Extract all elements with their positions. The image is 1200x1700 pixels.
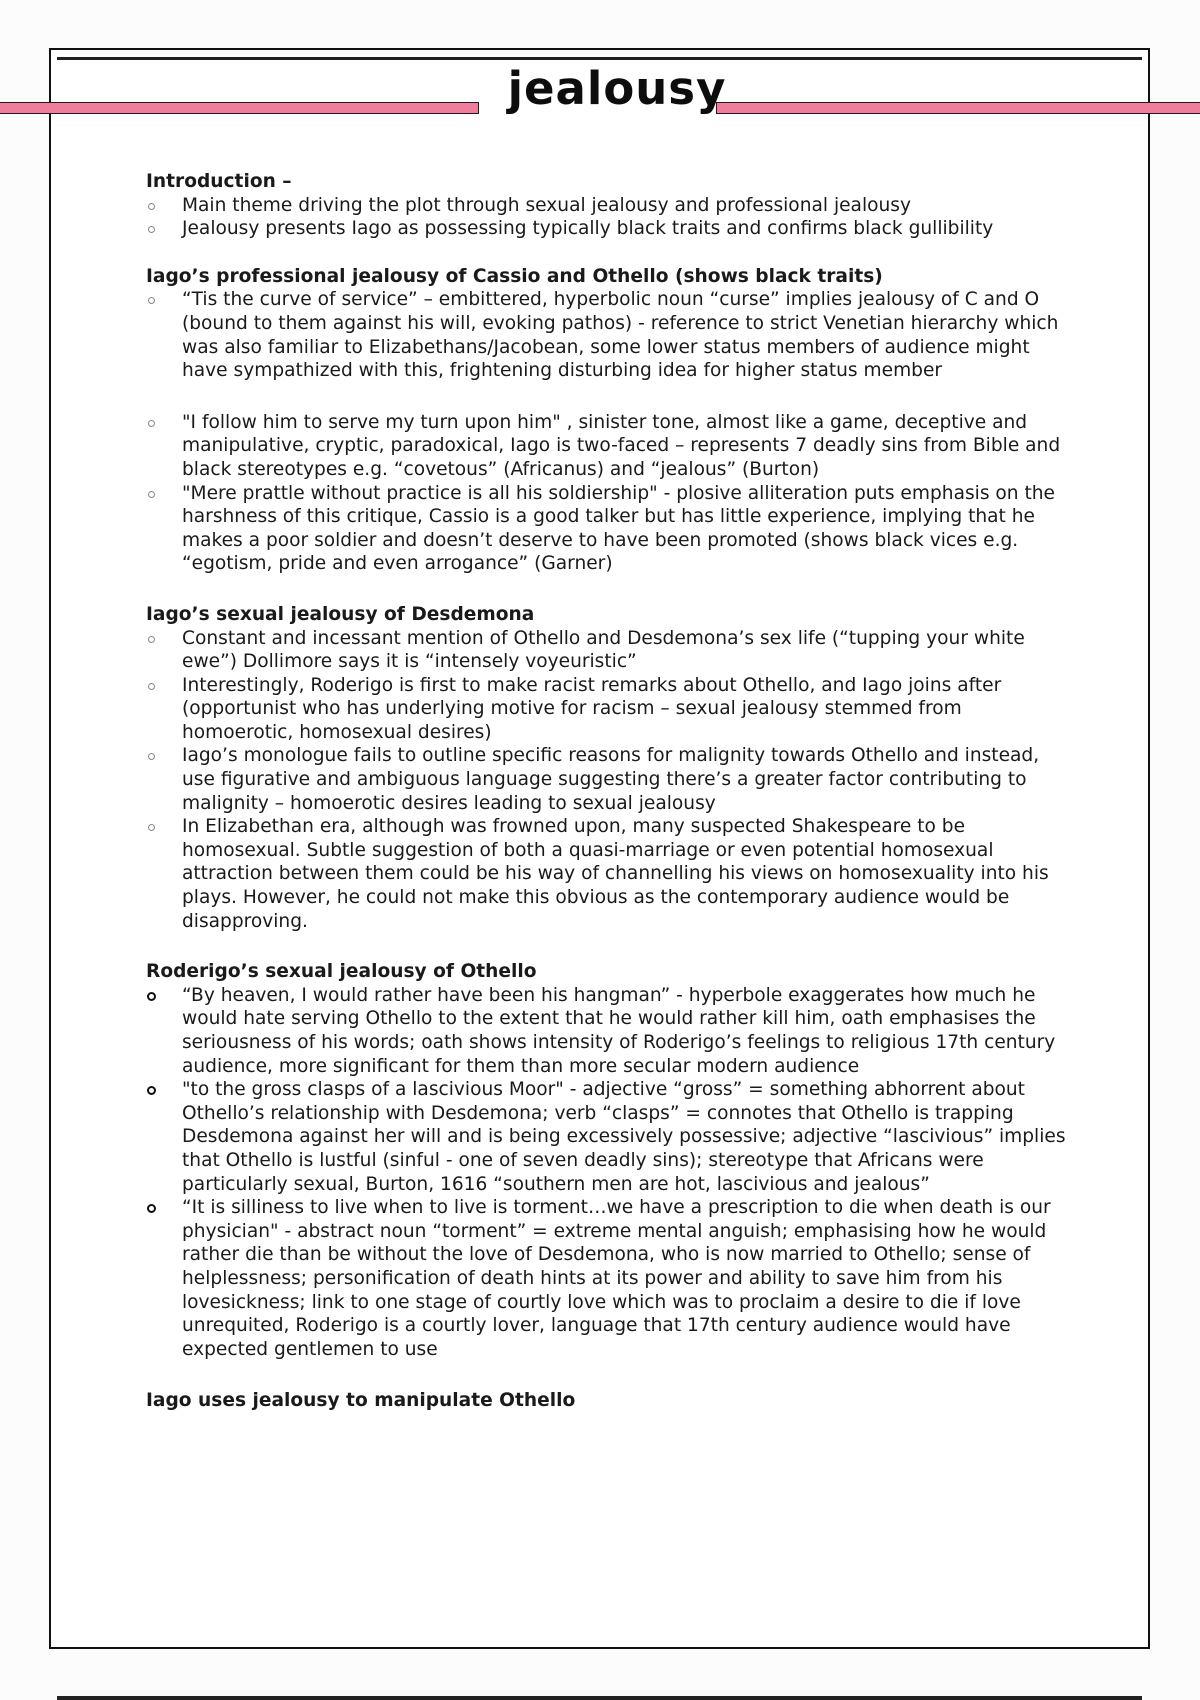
bullet-icon	[148, 203, 155, 210]
bullet-icon	[148, 491, 155, 498]
list-item-text: In Elizabethan era, although was frowned upon, many suspected Shakespeare to be homosexual. Subtle suggestion of both a quasi-marriage or even potential homosexual attraction between them could be his way of channelling his views on homosexuality into his plays. However, he could not make this obvious as the contemporary audience would be disapproving.	[182, 816, 1049, 932]
section-heading: Iago uses jealousy to manipulate Othello	[146, 1390, 576, 1412]
list-item-text: “By heaven, I would rather have been his hangman” - hyperbole exaggerates how much he would hate serving Othello to the extent that he would rather kill him, oath emphasises the seriousness of his words; oath shows intensity of Roderigo’s feelings to religious 17th century audience, more significant for them than more secular modern audience	[182, 984, 1056, 1077]
section-heading: Iago’s sexual jealousy of Desdemona	[146, 603, 535, 625]
list-item	[146, 984, 1066, 1078]
bullet-icon	[148, 824, 155, 831]
section-roderigo-jealousy	[146, 960, 1066, 1361]
bullet-icon	[147, 1086, 156, 1095]
bullet-icon	[147, 1204, 156, 1213]
bullet-list	[146, 984, 1066, 1362]
list-item	[146, 194, 1066, 218]
list-item	[146, 411, 1066, 482]
next-page-top-rule	[57, 1696, 1142, 1700]
list-item	[146, 815, 1066, 933]
section-sexual-jealousy-desdemona	[146, 603, 1066, 933]
list-item-text: Iago’s monologue fails to outline specific reasons for malignity towards Othello and instead, use figurative and ambiguous language suggesting there’s a greater factor contributing to malignity – homoerotic desires leading to sexual jealousy	[182, 745, 1040, 814]
section-heading: Introduction –	[146, 171, 292, 192]
bullet-list	[146, 627, 1066, 934]
section-heading: Roderigo’s sexual jealousy of Othello	[146, 961, 537, 983]
list-item	[146, 217, 1066, 241]
bullet-icon	[148, 683, 155, 690]
list-item	[146, 744, 1066, 815]
bullet-icon	[148, 297, 155, 304]
list-item	[146, 288, 1066, 382]
bullet-list	[146, 288, 1066, 576]
list-item-text: Main theme driving the plot through sexual jealousy and professional jealousy	[182, 194, 911, 216]
list-item-text: "to the gross clasps of a lascivious Moor" - adjective “gross” = something abhorrent about Othello’s relationship with Desdemona; verb “clasps” = connotes that Othello is trapping Desdemona against her will and is being excessively possessive; adjective “lascivious” implies that Othello is lustful (sinful - one of seven deadly sins); stereotype that Africans were particularly sexual, Burton, 1616 “southern men are hot, lascivious and jealous”	[182, 1079, 1066, 1195]
list-item-text: Jealousy presents Iago as possessing typically black traits and confirms black gullibility	[182, 218, 994, 240]
list-item-text: Interestingly, Roderigo is first to make racist remarks about Othello, and Iago joins after (opportunist who has underlying motive for racism – sexual jealousy stemmed from homoerotic, homosexual desires)	[182, 674, 1002, 743]
bullet-icon	[148, 753, 155, 760]
list-item-text: Constant and incessant mention of Othello and Desdemona’s sex life (“tupping your white ewe”) Dollimore says it is “intensely voyeuristic”	[182, 627, 1025, 673]
list-item	[146, 627, 1066, 674]
bullet-icon	[147, 992, 156, 1001]
list-item-text: “Tis the curve of service” – embittered, hyperbolic noun “curse” implies jealousy of C and O (bound to them against his will, evoking pathos) - reference to strict Venetian hierarchy which was also familiar to Elizabethans/Jacobean, some lower status members of audience might have sympathized with this, frightening disturbing idea for higher status member	[182, 289, 1059, 382]
document-body	[146, 170, 1066, 1413]
bullet-icon	[148, 226, 155, 233]
list-item	[146, 1078, 1066, 1196]
page-title: jealousy	[507, 62, 727, 115]
section-manipulation	[146, 1389, 1066, 1413]
section-heading: Iago’s professional jealousy of Cassio and Othello (shows black traits)	[146, 265, 883, 287]
list-item	[146, 674, 1066, 745]
bullet-icon	[148, 636, 155, 643]
list-item	[146, 1196, 1066, 1361]
list-item	[146, 482, 1066, 576]
section-introduction	[146, 170, 1066, 241]
list-item-text: "Mere prattle without practice is all his soldiership" - plosive alliteration puts emphasis on the harshness of this critique, Cassio is a good talker but has little experience, implying that he makes a poor soldier and doesn’t deserve to have been promoted (shows black vices e.g. “egotism, pride and even arrogance” (Garner)	[182, 482, 1055, 575]
list-item-text: "I follow him to serve my turn upon him" , sinister tone, almost like a game, deceptive and manipulative, cryptic, paradoxical, Iago is two-faced – represents 7 deadly sins from Bible and black stereotypes e.g. “covetous” (Africanus) and “jealous” (Burton)	[182, 411, 1061, 480]
bullet-icon	[148, 420, 155, 427]
section-professional-jealousy	[146, 265, 1066, 576]
bullet-list	[146, 194, 1066, 241]
list-item-text: “It is silliness to live when to live is torment…we have a prescription to die when death is our physician" - abstract noun “torment” = extreme mental anguish; emphasising how he would rather die than be without the love of Desdemona, who is now married to Othello; sense of helplessness; personification of death hints at its power and ability to save him from his lovesickness; link to one stage of courtly love which was to proclaim a desire to die if love unrequited, Roderigo is a courtly lover, language that 17th century audience would have expected gentlemen to use	[182, 1197, 1051, 1360]
top-rule	[57, 57, 1142, 60]
